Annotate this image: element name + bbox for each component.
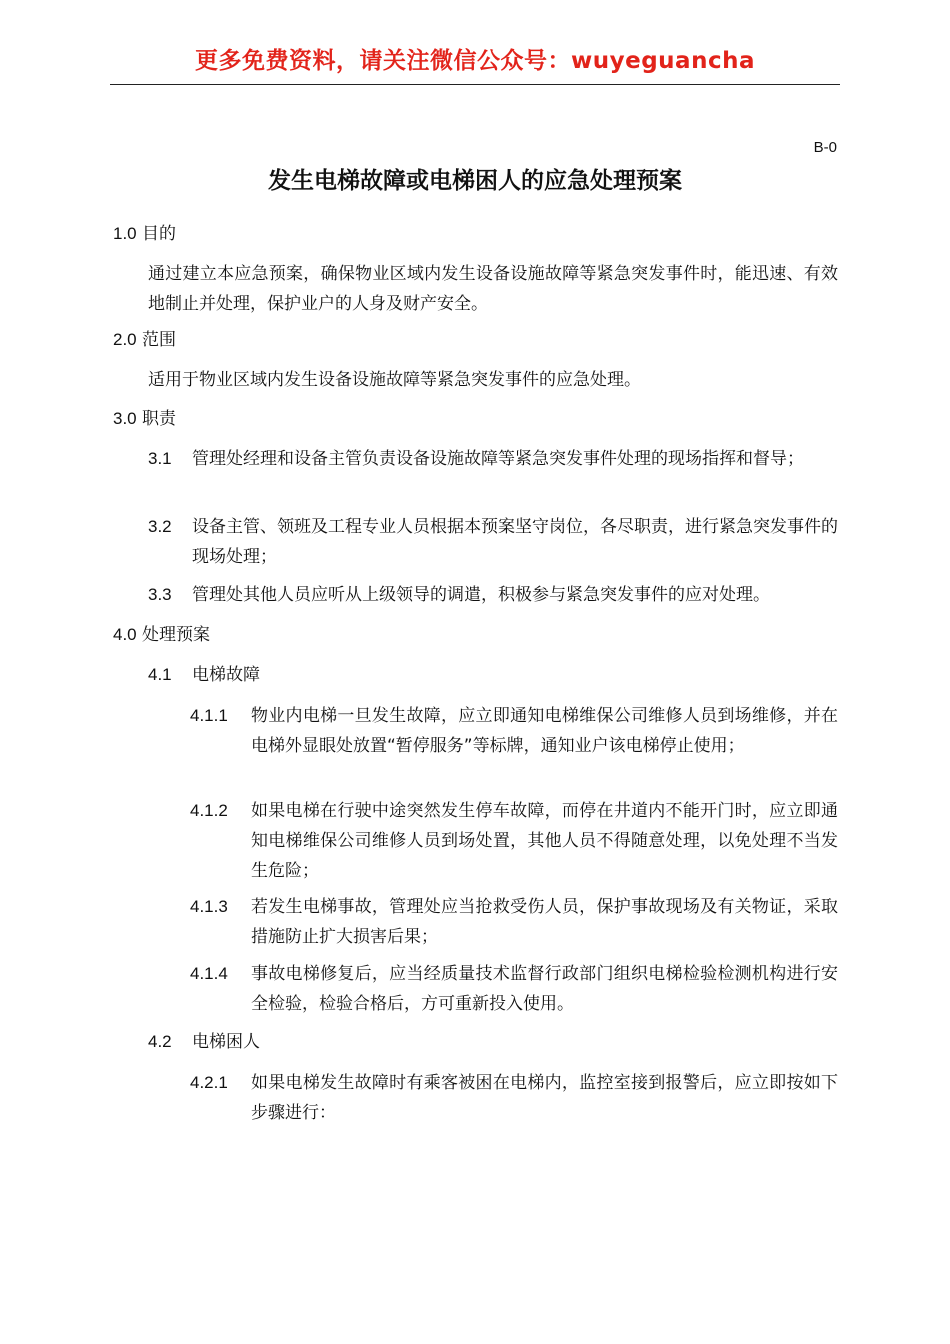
section-heading-procedure [113,620,210,650]
item-number: 4.1.1 [190,706,228,725]
section-number: 4.0 [113,625,137,644]
subsection-number: 4.2 [148,1032,172,1051]
item-text: 设备主管、领班及工程专业人员根据本预案坚守岗位，各尽职责，进行紧急突发事件的现场处理； [192,517,838,567]
item-number: 4.2.1 [190,1073,228,1092]
subsection-title: 电梯故障 [192,665,260,685]
item-number: 3.2 [148,517,172,536]
section-title: 范围 [142,330,177,350]
section-number: 3.0 [113,409,137,428]
item-text: 若发生电梯事故，管理处应当抢救受伤人员，保护事故现场及有关物证，采取措施防止扩大损害后果； [251,897,838,947]
subsection-number: 4.1 [148,665,172,684]
item-text: 管理处经理和设备主管负责设备设施故障等紧急突发事件处理的现场指挥和督导； [192,449,804,469]
header-divider [110,84,840,85]
item-number: 4.1.4 [190,964,228,983]
item-number: 4.1.2 [190,801,228,820]
section-number: 2.0 [113,330,137,349]
header-banner: 更多免费资料，请关注微信公众号：wuyeguancha [195,48,755,74]
section-number: 1.0 [113,224,137,243]
section-paragraph-scope: 适用于物业区域内发生设备设施故障等紧急突发事件的应急处理。 [148,370,641,390]
section-title: 职责 [142,409,177,429]
item-text: 如果电梯在行驶中途突然发生停车故障，而停在井道内不能开门时，应立即通知电梯维保公司维修人员到场处置，其他人员不得随意处理，以免处理不当发生危险； [251,801,838,881]
item-text: 事故电梯修复后，应当经质量技术监督行政部门组织电梯检验检测机构进行安全检验，检验合格后，方可重新投入使用。 [251,964,838,1014]
document-title: 发生电梯故障或电梯困人的应急处理预案 [268,168,682,194]
item-text: 物业内电梯一旦发生故障，应立即通知电梯维保公司维修人员到场维修，并在电梯外显眼处放置“暂停服务”等标牌，通知业户该电梯停止使用； [251,706,838,756]
section-paragraph-purpose: 通过建立本应急预案，确保物业区域内发生设备设施故障等紧急突发事件时，能迅速、有效地制止并处理，保护业户的人身及财产安全。 [148,264,838,314]
document-code: B-0 [813,139,837,156]
section-title: 目的 [142,224,177,244]
section-heading-duties [113,404,176,434]
item-number: 3.3 [148,585,172,604]
item-number: 4.1.3 [190,897,228,916]
item-text: 如果电梯发生故障时有乘客被困在电梯内，监控室接到报警后，应立即按如下步骤进行： [251,1073,838,1123]
section-heading-scope [113,325,176,355]
item-text: 管理处其他人员应听从上级领导的调遣，积极参与紧急突发事件的应对处理。 [192,585,770,605]
section-title: 处理预案 [142,625,211,645]
subsection-title: 电梯困人 [192,1032,260,1052]
item-number: 3.1 [148,449,172,468]
section-heading-purpose [113,219,176,249]
